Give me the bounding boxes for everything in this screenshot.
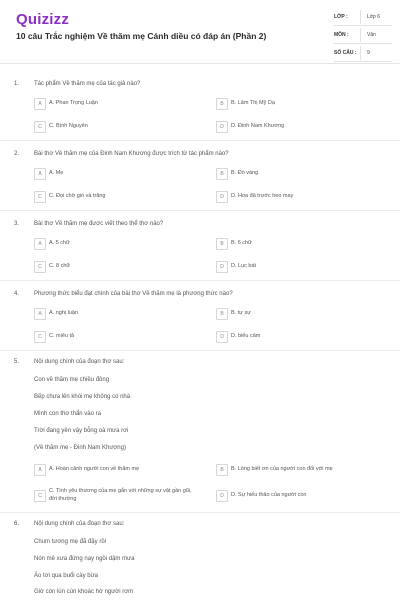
question-text: Tác phẩm Về thăm mẹ của tác giả nào? <box>34 81 141 87</box>
option-text: A. 5 chữ <box>49 240 70 246</box>
question-text: Bài thơ Về thăm mẹ được viết theo thể thơ nào? <box>34 221 164 227</box>
worksheet-header <box>0 0 400 62</box>
option-text: B. Lâm Thị Mỹ Dạ <box>231 100 275 106</box>
option-text: C. Tình yêu thương của mẹ gắn với những sự vật gần gũi, đời thường <box>49 488 192 502</box>
question-number: 3. <box>14 221 20 227</box>
option-text: C. miêu tả <box>49 333 75 339</box>
poem-line: Mình con thơ thẩn vào ra <box>34 411 101 417</box>
option-letter-box: A <box>34 168 46 180</box>
option-text: B. 6 chữ <box>231 240 252 246</box>
option-text: D. Sự hiếu thảo của người con <box>231 492 307 498</box>
quizizz-logo[interactable]: Quizizz <box>16 11 70 28</box>
meta-subject-value: Văn <box>367 32 376 38</box>
meta-grade-label: LỚP : <box>334 14 348 20</box>
option-letter-box: B <box>216 168 228 180</box>
meta-grade-value: Lớp 6 <box>367 14 381 20</box>
option-text: A. nghị luận <box>49 310 79 316</box>
poem-line: Giờ còn lún cún khoác hờ người rơm <box>34 589 134 595</box>
option-letter-box: B <box>216 98 228 110</box>
option-text: D. biểu cảm <box>231 333 261 339</box>
meta-subject <box>334 28 392 44</box>
option-letter-box: B <box>216 464 228 476</box>
option-text: B. tự sự <box>231 310 251 316</box>
question-number: 4. <box>14 291 20 297</box>
worksheet-meta <box>334 10 392 64</box>
option-letter-box: C <box>34 490 46 502</box>
poem-line: Nón mê xưa đứng nay ngồi dậm mưa <box>34 556 135 562</box>
question-text: Phương thức biểu đạt chính của bài thơ Về thăm mẹ là phương thức nào? <box>34 291 233 297</box>
question-divider <box>0 210 400 211</box>
question-text: Nội dung chính của đoạn thơ sau: <box>34 359 125 365</box>
poem-line: Áo tơi qua buổi cày bừa <box>34 573 98 579</box>
question-text: Nội dung chính của đoạn thơ sau: <box>34 521 125 527</box>
option-text: C. Bình Nguyên <box>49 123 88 129</box>
question-text: Bài thơ Về thăm mẹ của Đinh Nam Khương được trích từ tác phẩm nào? <box>34 151 229 157</box>
option-letter-box: A <box>34 238 46 250</box>
poem-line: Trời đang yên vậy bỗng oà mưa rơi <box>34 428 129 434</box>
option-letter-box: B <box>216 238 228 250</box>
meta-count-value: 9 <box>367 50 370 56</box>
question-number: 6. <box>14 521 20 527</box>
option-letter-box: A <box>34 308 46 320</box>
option-text: C. 8 chữ <box>49 263 71 269</box>
question-divider <box>0 140 400 141</box>
poem-source: (Về thăm mẹ - Đinh Nam Khương) <box>34 445 126 451</box>
question-number: 1. <box>14 81 20 87</box>
option-text: A. Phan Trọng Luận <box>49 100 98 106</box>
header-divider <box>0 63 400 64</box>
question-number: 5. <box>14 359 20 365</box>
question-divider <box>0 280 400 281</box>
option-text: D. Hoa đã trước heo may <box>231 193 294 199</box>
option-text: B. Lòng biết ơn của người con đối với mẹ <box>231 466 333 472</box>
meta-count <box>334 46 392 62</box>
option-letter-box: D <box>216 490 228 502</box>
meta-grade <box>334 10 392 26</box>
worksheet-title: 10 câu Trắc nghiệm Về thăm mẹ Cánh diều có đáp án (Phần 2) <box>16 31 267 41</box>
option-letter-box: D <box>216 191 228 203</box>
meta-subject-label: MÔN : <box>334 32 349 38</box>
option-letter-box: B <box>216 308 228 320</box>
poem-line: Chum tương mẹ đã đậy rồi <box>34 539 106 545</box>
option-letter-box: C <box>34 331 46 343</box>
meta-count-label: SỐ CÂU : <box>334 50 357 56</box>
option-letter-box: D <box>216 331 228 343</box>
option-text: D. Đinh Nam Khương <box>231 123 285 129</box>
option-letter-box: A <box>34 464 46 476</box>
question-divider <box>0 512 400 513</box>
option-text: A. Mẹ <box>49 170 64 176</box>
option-letter-box: A <box>34 98 46 110</box>
option-text: B. Đò vàng <box>231 170 259 176</box>
option-text: D. Lục bát <box>231 263 257 269</box>
option-text: C. Đọi chờ gió và trăng <box>49 193 106 199</box>
option-letter-box: C <box>34 191 46 203</box>
option-letter-box: D <box>216 261 228 273</box>
option-letter-box: C <box>34 261 46 273</box>
poem-line: Bếp chưa lên khói mẹ không có nhà <box>34 394 131 400</box>
poem-line: Con về thăm mẹ chiều đông <box>34 377 110 383</box>
question-divider <box>0 350 400 351</box>
question-number: 2. <box>14 151 20 157</box>
option-text: A. Hoàn cảnh người con về thăm mẹ <box>49 466 140 472</box>
option-letter-box: C <box>34 121 46 133</box>
option-letter-box: D <box>216 121 228 133</box>
